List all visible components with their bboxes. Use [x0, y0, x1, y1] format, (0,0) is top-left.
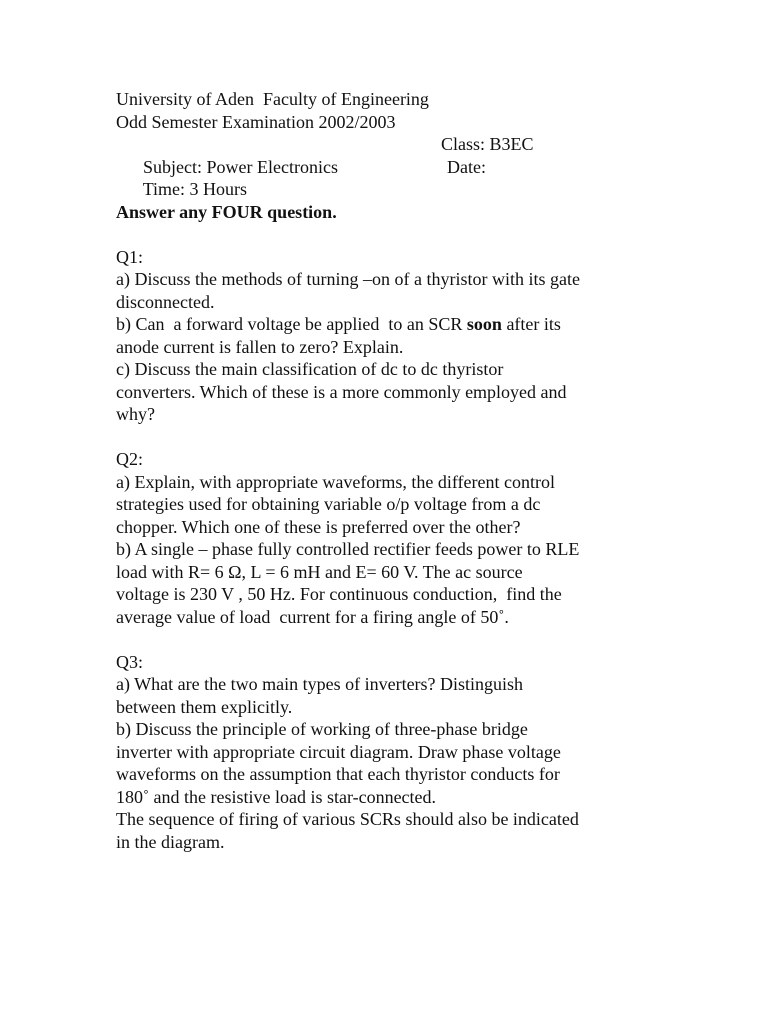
- question-text-line: converters. Which of these is a more commonly employed and: [116, 381, 567, 402]
- question-label: Q1:: [116, 246, 143, 267]
- time-row: [116, 156, 676, 199]
- question-text-line: a) Explain, with appropriate waveforms, the different control: [116, 471, 556, 492]
- emphasized-word: soon: [466, 314, 502, 334]
- time-text: Time: 3 Hours: [142, 179, 248, 199]
- question-label: Q2:: [116, 449, 143, 469]
- exam-title-line: Odd Semester Examination 2002/2003: [116, 111, 396, 132]
- question-text-line: voltage is 230 V , 50 Hz. For continuous conduction, find the: [116, 584, 562, 604]
- question-2: [116, 448, 676, 628]
- question-text-line: between them explicitly.: [116, 696, 293, 717]
- question-text-line: inverter with appropriate circuit diagram. Draw phase voltage: [116, 741, 561, 762]
- question-text-line: average value of load current for a firing angle of 50˚.: [116, 606, 509, 627]
- spacer: [116, 628, 676, 651]
- question-text-line: in the diagram.: [116, 831, 225, 852]
- question-text-line: c) Discuss the main classification of dc to dc thyristor: [116, 359, 504, 379]
- question-text-segment: after its: [501, 314, 561, 334]
- question-text-line: strategies used for obtaining variable o/p voltage from a dc: [116, 494, 541, 514]
- date-text: Date:: [447, 156, 486, 177]
- question-text-line: load with R= 6 Ω, L = 6 mH and E= 60 V. The ac source: [116, 561, 523, 582]
- question-text-line: The sequence of firing of various SCRs should also be indicated: [116, 809, 579, 829]
- class-text: Class: B3EC: [441, 134, 534, 154]
- question-text-line: disconnected.: [116, 291, 215, 312]
- question-text-line: anode current is fallen to zero? Explain.: [116, 336, 404, 357]
- question-text-line: a) What are the two main types of inverters? Distinguish: [116, 674, 524, 694]
- spacer: [116, 223, 676, 246]
- question-text-line: 180˚ and the resistive load is star-connected.: [116, 786, 437, 807]
- university-line: University of Aden Faculty of Engineering: [116, 89, 429, 109]
- subject-text: Subject: Power Electronics: [143, 156, 338, 177]
- question-text-segment: b) Can a forward voltage be applied to an SCR: [116, 314, 467, 334]
- question-text-line: a) Discuss the methods of turning –on of a thyristor with its gate: [116, 269, 580, 289]
- question-text-line: chopper. Which one of these is preferred over the other?: [116, 516, 521, 537]
- question-text-line: [116, 313, 676, 336]
- spacer: [116, 426, 676, 449]
- question-text-line: why?: [116, 404, 155, 424]
- question-text-line: waveforms on the assumption that each thyristor conducts for: [116, 764, 560, 784]
- question-3: [116, 651, 676, 854]
- exam-header: [116, 88, 676, 199]
- question-label: Q3:: [116, 651, 143, 672]
- exam-page: [116, 88, 676, 853]
- instruction-text: Answer any FOUR question.: [116, 201, 337, 222]
- question-text-line: b) A single – phase fully controlled rectifier feeds power to RLE: [116, 539, 580, 559]
- question-text-line: b) Discuss the principle of working of three-phase bridge: [116, 719, 528, 739]
- question-1: [116, 246, 676, 426]
